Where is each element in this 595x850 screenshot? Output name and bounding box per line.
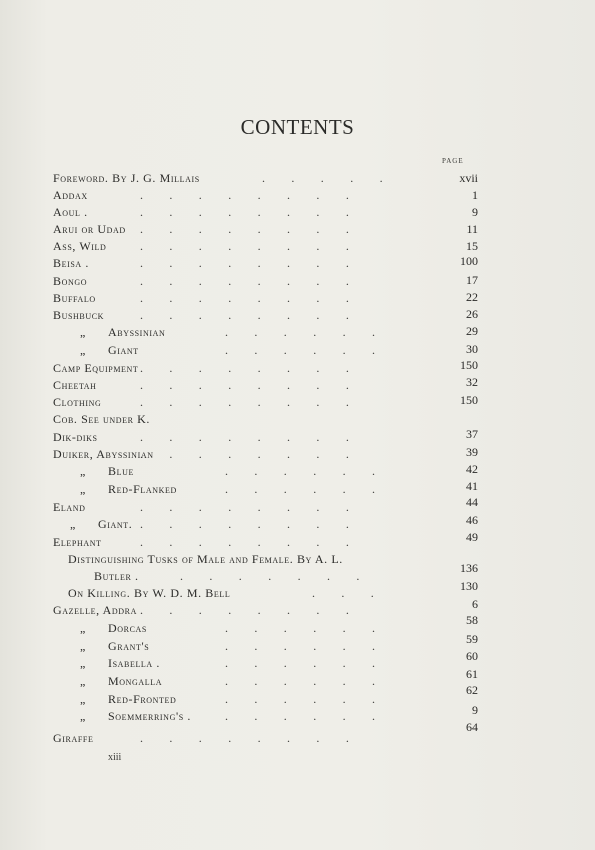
- entry-title: Giant.: [98, 517, 133, 531]
- contents-entry: [53, 730, 93, 747]
- leader-dots: . . . . . .: [225, 464, 376, 478]
- entry-title: Dik-diks: [53, 430, 98, 444]
- entry-title: Isabella .: [108, 656, 160, 670]
- page-number: 100: [460, 254, 478, 268]
- folio-number: xiii: [108, 752, 122, 763]
- contents-entry: [80, 655, 160, 672]
- entry-title: Duiker, Abyssinian: [53, 447, 154, 461]
- contents-entry: [80, 342, 139, 359]
- entry-title: Giant: [108, 343, 139, 357]
- page-number: 32: [466, 375, 478, 389]
- contents-entry: [53, 602, 137, 619]
- entry-title: Giraffe: [53, 731, 94, 745]
- leader-dots: . . . . . .: [225, 325, 376, 339]
- contents-entry: [80, 463, 134, 480]
- leader-dots: . . . . . . . .: [140, 535, 349, 549]
- ditto-mark: „: [80, 464, 86, 478]
- leader-dots: . . . . . .: [225, 692, 376, 706]
- contents-entry: [68, 551, 343, 568]
- page-number: 60: [466, 649, 478, 663]
- contents-entry: [53, 187, 88, 204]
- ditto-mark: „: [80, 639, 86, 653]
- entry-title: Red-Fronted: [108, 692, 177, 706]
- page-number: 59: [466, 632, 478, 646]
- page-number: 42: [466, 462, 478, 476]
- leader-dots: . . . . . . . .: [140, 291, 349, 305]
- page-number: xvii: [459, 171, 478, 185]
- page-number: 136: [460, 561, 478, 575]
- page-number: 39: [466, 445, 478, 459]
- page-number: 29: [466, 324, 478, 338]
- ditto-mark: „: [80, 325, 86, 339]
- page-number: 61: [466, 667, 478, 681]
- leader-dots: . . . . . . . .: [140, 274, 349, 288]
- leader-dots: . . .: [312, 586, 374, 600]
- contents-entry: [53, 446, 154, 463]
- leader-dots: . . . . . . . .: [140, 308, 349, 322]
- contents-entry: [53, 429, 98, 446]
- leader-dots: . . . . . . . .: [140, 205, 349, 219]
- leader-dots: . . . . . .: [225, 621, 376, 635]
- leader-dots: . . . . . . . .: [140, 361, 349, 375]
- entry-title: Arui or Udad: [53, 222, 126, 236]
- contents-entry: [53, 238, 106, 255]
- page-number: 9: [472, 703, 478, 717]
- page-number: 9: [472, 205, 478, 219]
- leader-dots: . . . . . . .: [180, 569, 360, 583]
- contents-entry: [53, 411, 150, 428]
- leader-dots: . . . . . .: [225, 709, 376, 723]
- ditto-mark: „: [80, 621, 86, 635]
- entry-title: Bushbuck: [53, 308, 105, 322]
- entry-title: Cheetah: [53, 378, 97, 392]
- leader-dots: . . . . . . . .: [140, 731, 349, 745]
- page-number: 58: [466, 613, 478, 627]
- leader-dots: . . . . . . . .: [140, 395, 349, 409]
- entry-title: Mongalla: [108, 674, 163, 688]
- contents-entry: [53, 377, 97, 394]
- entry-title: Buffalo: [53, 291, 96, 305]
- ditto-mark: „: [80, 656, 86, 670]
- contents-entry: [53, 534, 102, 551]
- page-number: 26: [466, 307, 478, 321]
- leader-dots: . . . . . .: [225, 343, 376, 357]
- entry-title: Blue: [108, 464, 134, 478]
- leader-dots: . . . . . . . .: [140, 239, 349, 253]
- ditto-mark: „: [80, 692, 86, 706]
- entry-title: Addax: [53, 188, 88, 202]
- entry-title: Red-Flanked: [108, 482, 177, 496]
- page-number: 49: [466, 530, 478, 544]
- page-number: 15: [466, 239, 478, 253]
- leader-dots: . . . . . .: [225, 656, 376, 670]
- leader-dots: . . . . . . . .: [140, 222, 349, 236]
- contents-entry: [53, 255, 89, 272]
- contents-entry: [53, 204, 88, 221]
- contents-entry: [53, 273, 87, 290]
- ditto-mark: „: [80, 343, 86, 357]
- contents-entry: [80, 638, 149, 655]
- entry-title: Distinguishing Tusks of Male and Female. By A. L.: [68, 552, 343, 566]
- contents-entry: [80, 620, 147, 637]
- contents-entry: [80, 324, 165, 341]
- entry-title: Grant's: [108, 639, 150, 653]
- contents-entry: [53, 290, 96, 307]
- entry-title: Ass, Wild: [53, 239, 107, 253]
- page-number: 37: [466, 427, 478, 441]
- contents-entry: [80, 708, 191, 725]
- contents-entry: [53, 360, 138, 377]
- entry-title: Bongo: [53, 274, 88, 288]
- contents-entry: [53, 394, 101, 411]
- contents-entry: [53, 170, 200, 187]
- contents-entry: [94, 568, 139, 585]
- entry-title: Gazelle, Addra: [53, 603, 137, 617]
- leader-dots: . . . . . . . .: [140, 378, 349, 392]
- leader-dots: . . . . . . . .: [140, 603, 349, 617]
- page-number: 22: [466, 290, 478, 304]
- leader-dots: . . . . . . . .: [140, 188, 349, 202]
- ditto-mark: „: [70, 517, 76, 531]
- page-number: 17: [466, 273, 478, 287]
- page-number: 11: [466, 222, 478, 236]
- entry-title: Foreword. By J. G. Millais: [53, 171, 200, 185]
- page-number: 62: [466, 683, 478, 697]
- contents-entry: [80, 673, 162, 690]
- page-number: 130: [460, 579, 478, 593]
- entry-title: Dorcas: [108, 621, 147, 635]
- page-number: 150: [460, 358, 478, 372]
- entry-title: Eland: [53, 500, 86, 514]
- contents-entry: [53, 307, 104, 324]
- page-number: 30: [466, 342, 478, 356]
- entry-title: Aoul .: [53, 205, 88, 219]
- leader-dots: . . . . .: [262, 171, 383, 185]
- contents-entry: [68, 585, 230, 602]
- entry-title: Beisa .: [53, 256, 89, 270]
- page-number: 46: [466, 513, 478, 527]
- entry-title: Soemmerring's .: [108, 709, 191, 723]
- page-number: 64: [466, 720, 478, 734]
- contents-entry: [80, 481, 177, 498]
- leader-dots: . . . . . .: [225, 674, 376, 688]
- page-number: 150: [460, 393, 478, 407]
- ditto-mark: „: [80, 709, 86, 723]
- ditto-mark: „: [80, 674, 86, 688]
- entry-title: Butler .: [94, 569, 139, 583]
- leader-dots: . . . . . .: [225, 482, 376, 496]
- page-column-label: PAGE: [442, 157, 464, 165]
- entry-title: Cob. See under K.: [53, 412, 150, 426]
- leader-dots: . . . . . . . .: [140, 430, 349, 444]
- leader-dots: . . . . . .: [225, 639, 376, 653]
- page-number: 44: [466, 495, 478, 509]
- leader-dots: . . . . . . . .: [140, 256, 349, 270]
- contents-entry: [80, 691, 176, 708]
- leader-dots: . . . . . . . .: [140, 517, 349, 531]
- page-number: 41: [466, 479, 478, 493]
- entry-title: On Killing. By W. D. M. Bell: [68, 586, 231, 600]
- contents-entry: [53, 499, 86, 516]
- entry-title: Elephant: [53, 535, 102, 549]
- leader-dots: . . . . . . . .: [140, 500, 349, 514]
- ditto-mark: „: [80, 482, 86, 496]
- entry-title: Abyssinian: [108, 325, 166, 339]
- entry-title: Camp Equipment: [53, 361, 139, 375]
- page-title: CONTENTS: [240, 115, 355, 139]
- page-number: 6: [472, 597, 478, 611]
- leader-dots: . . . . . . . .: [140, 447, 349, 461]
- entry-title: Clothing: [53, 395, 102, 409]
- contents-entry: [70, 516, 132, 533]
- page-number: 1: [472, 188, 478, 202]
- contents-entry: [53, 221, 126, 238]
